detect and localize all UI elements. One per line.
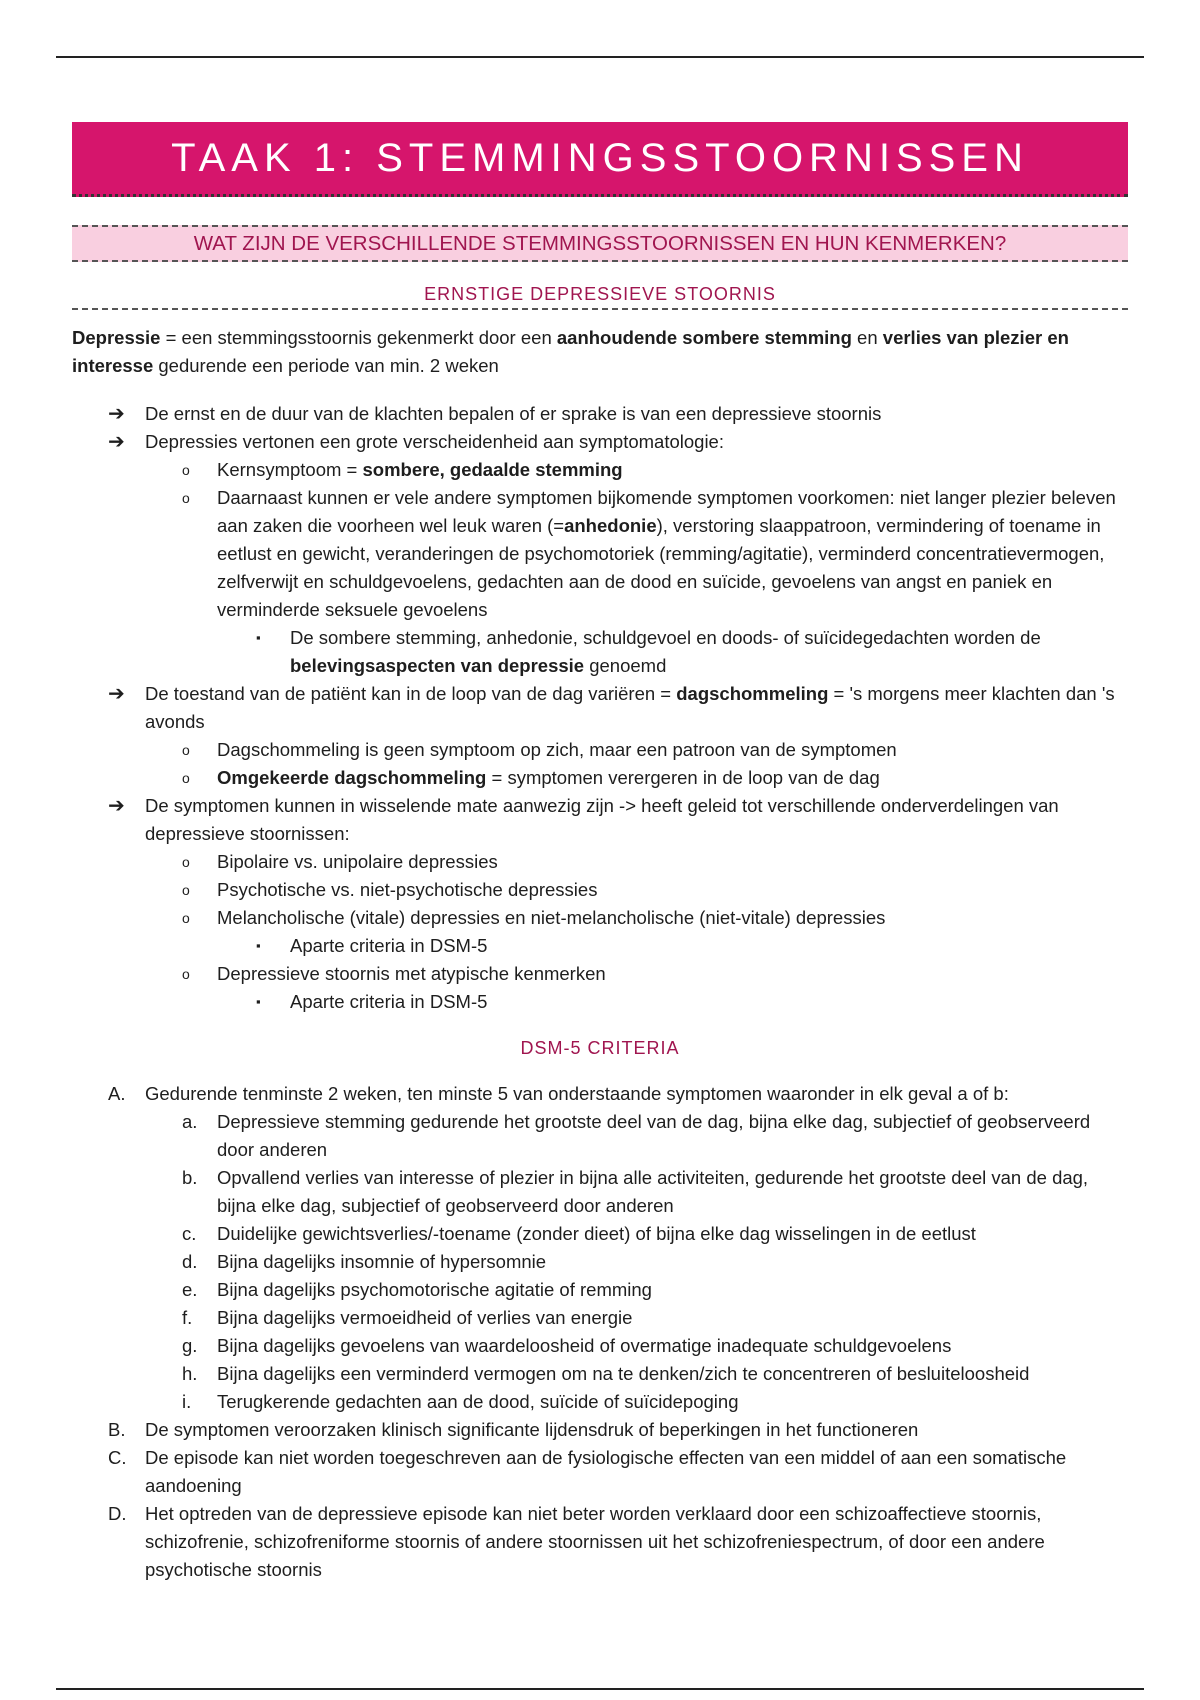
item-bold: sombere, gedaalde stemming: [362, 459, 623, 480]
criterion-marker: D.: [108, 1503, 127, 1524]
item-text: Bipolaire vs. unipolaire depressies: [217, 851, 498, 872]
term-verlies-plezier: verlies van plezier en interesse: [72, 327, 1069, 376]
page-subtitle: WAT ZIJN DE VERSCHILLENDE STEMMINGSSTOORNISSEN EN HUN KENMERKEN?: [193, 231, 1007, 255]
list-item: [72, 400, 1128, 428]
item-text: De symptomen kunnen in wisselende mate aanwezig zijn -> heeft geleid tot verschillende onderverdelingen van depressieve stoornissen:: [145, 795, 1059, 844]
sub-criterion-item: [72, 1108, 1128, 1164]
list-item: [72, 960, 1128, 988]
circle-bullet-icon: o: [182, 854, 190, 870]
criterion-text: Het optreden van de depressieve episode kan niet beter worden verklaard door een schizoaffectieve stoornis, schizofrenie, schizofreniforme stoornis of andere stoornissen uit het schizofreniespectrum, of door een andere psychotische stoornis: [145, 1503, 1045, 1580]
sub-criterion-item: [72, 1220, 1128, 1248]
circle-bullet-icon: o: [182, 882, 190, 898]
circle-bullet-icon: o: [182, 742, 190, 758]
criterion-marker: C.: [108, 1447, 127, 1468]
circle-bullet-icon: o: [182, 770, 190, 786]
page-title: TAAK 1: STEMMINGSSTOORNISSEN: [171, 135, 1029, 180]
bottom-rule: [56, 1688, 1144, 1690]
circle-bullet-icon: o: [182, 490, 190, 506]
criterion-b: [72, 1416, 1128, 1444]
item-text: De sombere stemming, anhedonie, schuldgevoel en doods- of suïcidegedachten worden de: [290, 627, 1041, 648]
item-text: Aparte criteria in DSM-5: [290, 991, 488, 1012]
circle-bullet-icon: o: [182, 966, 190, 982]
criterion-c: [72, 1444, 1128, 1500]
criterion-marker: B.: [108, 1419, 126, 1440]
criterion-text: De episode kan niet worden toegeschreven aan de fysiologische effecten van een middel of aan een somatische aandoening: [145, 1447, 1067, 1496]
item-text: genoemd: [584, 655, 667, 676]
top-rule: [56, 56, 1144, 58]
criterion-text: De symptomen veroorzaken klinisch significante lijdensdruk of beperkingen in het functioneren: [145, 1419, 919, 1440]
intro-text: en: [851, 327, 883, 348]
sub-criterion-text: Bijna dagelijks vermoeidheid of verlies van energie: [217, 1307, 633, 1328]
item-text: De ernst en de duur van de klachten bepalen of er sprake is van een depressieve stoornis: [145, 403, 882, 424]
list-item: [72, 624, 1128, 680]
sub-criterion-item: [72, 1248, 1128, 1276]
item-text: = symptomen verergeren in de loop van de dag: [486, 767, 880, 788]
item-text: Dagschommeling is geen symptoom op zich, maar een patroon van de symptomen: [217, 739, 897, 760]
list-item: [72, 484, 1128, 624]
list-item: [72, 680, 1128, 736]
item-text: Depressies vertonen een grote verscheidenheid aan symptomatologie:: [145, 431, 724, 452]
arrow-icon: ➔: [108, 795, 125, 817]
item-text: Kernsymptoom =: [217, 459, 363, 480]
criterion-text: Gedurende tenminste 2 weken, ten minste 5 van onderstaande symptomen waaronder in elk geval a of b:: [145, 1083, 1009, 1104]
list-item: [72, 792, 1128, 848]
item-text: Daarnaast kunnen er vele andere symptomen bijkomende symptomen voorkomen: niet langer plezier beleven aan zaken die voorheen wel leuk waren (=: [217, 487, 1116, 536]
item-bold: Omgekeerde dagschommeling: [217, 767, 487, 788]
sub-criterion-item: [72, 1164, 1128, 1220]
item-bold: anhedonie: [564, 515, 657, 536]
criterion-a: [72, 1080, 1128, 1108]
sub-criterion-item: [72, 1388, 1128, 1416]
list-item: [72, 764, 1128, 792]
sub-criteria-list: [72, 1108, 1128, 1416]
item-text: = 's morgens meer klachten dan 's avonds: [145, 683, 1115, 732]
bullet-list: [72, 400, 1128, 1016]
item-bold: belevingsaspecten van depressie: [290, 655, 585, 676]
section-heading-depression: ERNSTIGE DEPRESSIEVE STOORNIS: [72, 284, 1128, 310]
sub-criterion-text: Terugkerende gedachten aan de dood, suïcide of suïcidepoging: [217, 1391, 739, 1412]
criterion-marker: A.: [108, 1083, 126, 1104]
list-item: [72, 904, 1128, 932]
section-heading-dsm5: DSM-5 CRITERIA: [520, 1038, 680, 1058]
arrow-icon: ➔: [108, 683, 125, 705]
list-item: [72, 988, 1128, 1016]
term-sombere-stemming: aanhoudende sombere stemming: [556, 327, 852, 348]
square-bullet-icon: ▪: [256, 630, 261, 645]
sub-criterion-marker: h.: [182, 1363, 198, 1384]
arrow-icon: ➔: [108, 431, 125, 453]
sub-criterion-marker: g.: [182, 1335, 198, 1356]
document-page: [72, 122, 1128, 1584]
sub-criterion-item: [72, 1360, 1128, 1388]
list-item: [72, 848, 1128, 876]
item-text: Depressieve stoornis met atypische kenmerken: [217, 963, 606, 984]
list-item: [72, 876, 1128, 904]
intro-paragraph: [72, 324, 1128, 380]
item-text: Psychotische vs. niet-psychotische depressies: [217, 879, 598, 900]
sub-criterion-item: [72, 1276, 1128, 1304]
term-depressie: Depressie: [72, 327, 161, 348]
circle-bullet-icon: o: [182, 462, 190, 478]
sub-criterion-marker: d.: [182, 1251, 198, 1272]
sub-criterion-item: [72, 1332, 1128, 1360]
sub-criterion-text: Bijna dagelijks een verminderd vermogen om na te denken/zich te concentreren of besluiteloosheid: [217, 1363, 1030, 1384]
title-banner: [72, 122, 1128, 197]
list-item: [72, 736, 1128, 764]
sub-criterion-item: [72, 1304, 1128, 1332]
criterion-d: [72, 1500, 1128, 1584]
subtitle-banner: [72, 225, 1128, 262]
sub-criterion-text: Bijna dagelijks insomnie of hypersomnie: [217, 1251, 547, 1272]
circle-bullet-icon: o: [182, 910, 190, 926]
square-bullet-icon: ▪: [256, 994, 261, 1009]
square-bullet-icon: ▪: [256, 938, 261, 953]
sub-criterion-text: Bijna dagelijks gevoelens van waardeloosheid of overmatige inadequate schuldgevoelens: [217, 1335, 952, 1356]
list-item: [72, 932, 1128, 960]
intro-text: gedurende een periode van min. 2 weken: [153, 355, 499, 376]
sub-criterion-text: Duidelijke gewichtsverlies/-toename (zonder dieet) of bijna elke dag wisselingen in de eetlust: [217, 1223, 976, 1244]
item-text: Aparte criteria in DSM-5: [290, 935, 488, 956]
sub-criterion-text: Opvallend verlies van interesse of plezier in bijna alle activiteiten, gedurende het grootste deel van de dag, bijna elke dag, subjectief of geobserveerd door anderen: [217, 1167, 1089, 1216]
item-text: Melancholische (vitale) depressies en niet-melancholische (niet-vitale) depressies: [217, 907, 886, 928]
arrow-icon: ➔: [108, 403, 125, 425]
sub-criterion-text: Bijna dagelijks psychomotorische agitatie of remming: [217, 1279, 652, 1300]
list-item: [72, 428, 1128, 456]
sub-criterion-marker: i.: [182, 1391, 192, 1412]
sub-criterion-text: Depressieve stemming gedurende het grootste deel van de dag, bijna elke dag, subjectief of geobserveerd door anderen: [217, 1111, 1091, 1160]
sub-criterion-marker: a.: [182, 1111, 198, 1132]
item-text: ), verstoring slaappatroon, vermindering of toename in eetlust en gewicht, veranderingen de psychomotoriek (remming/agitatie), verminderd concentratievermogen, zelfverwijt en schuldgevoelens, gedachten aan de dood en suïcide, gevoelens van angst en paniek en verminderde seksuele gevoelens: [217, 515, 1105, 620]
sub-criterion-marker: e.: [182, 1279, 198, 1300]
criteria-list: [72, 1080, 1128, 1584]
intro-text: = een stemmingsstoornis gekenmerkt door een: [160, 327, 557, 348]
sub-criterion-marker: c.: [182, 1223, 197, 1244]
list-item: [72, 456, 1128, 484]
sub-criterion-marker: b.: [182, 1167, 198, 1188]
sub-criterion-marker: f.: [182, 1307, 193, 1328]
item-bold: dagschommeling: [676, 683, 829, 704]
item-text: De toestand van de patiënt kan in de loop van de dag variëren =: [145, 683, 677, 704]
